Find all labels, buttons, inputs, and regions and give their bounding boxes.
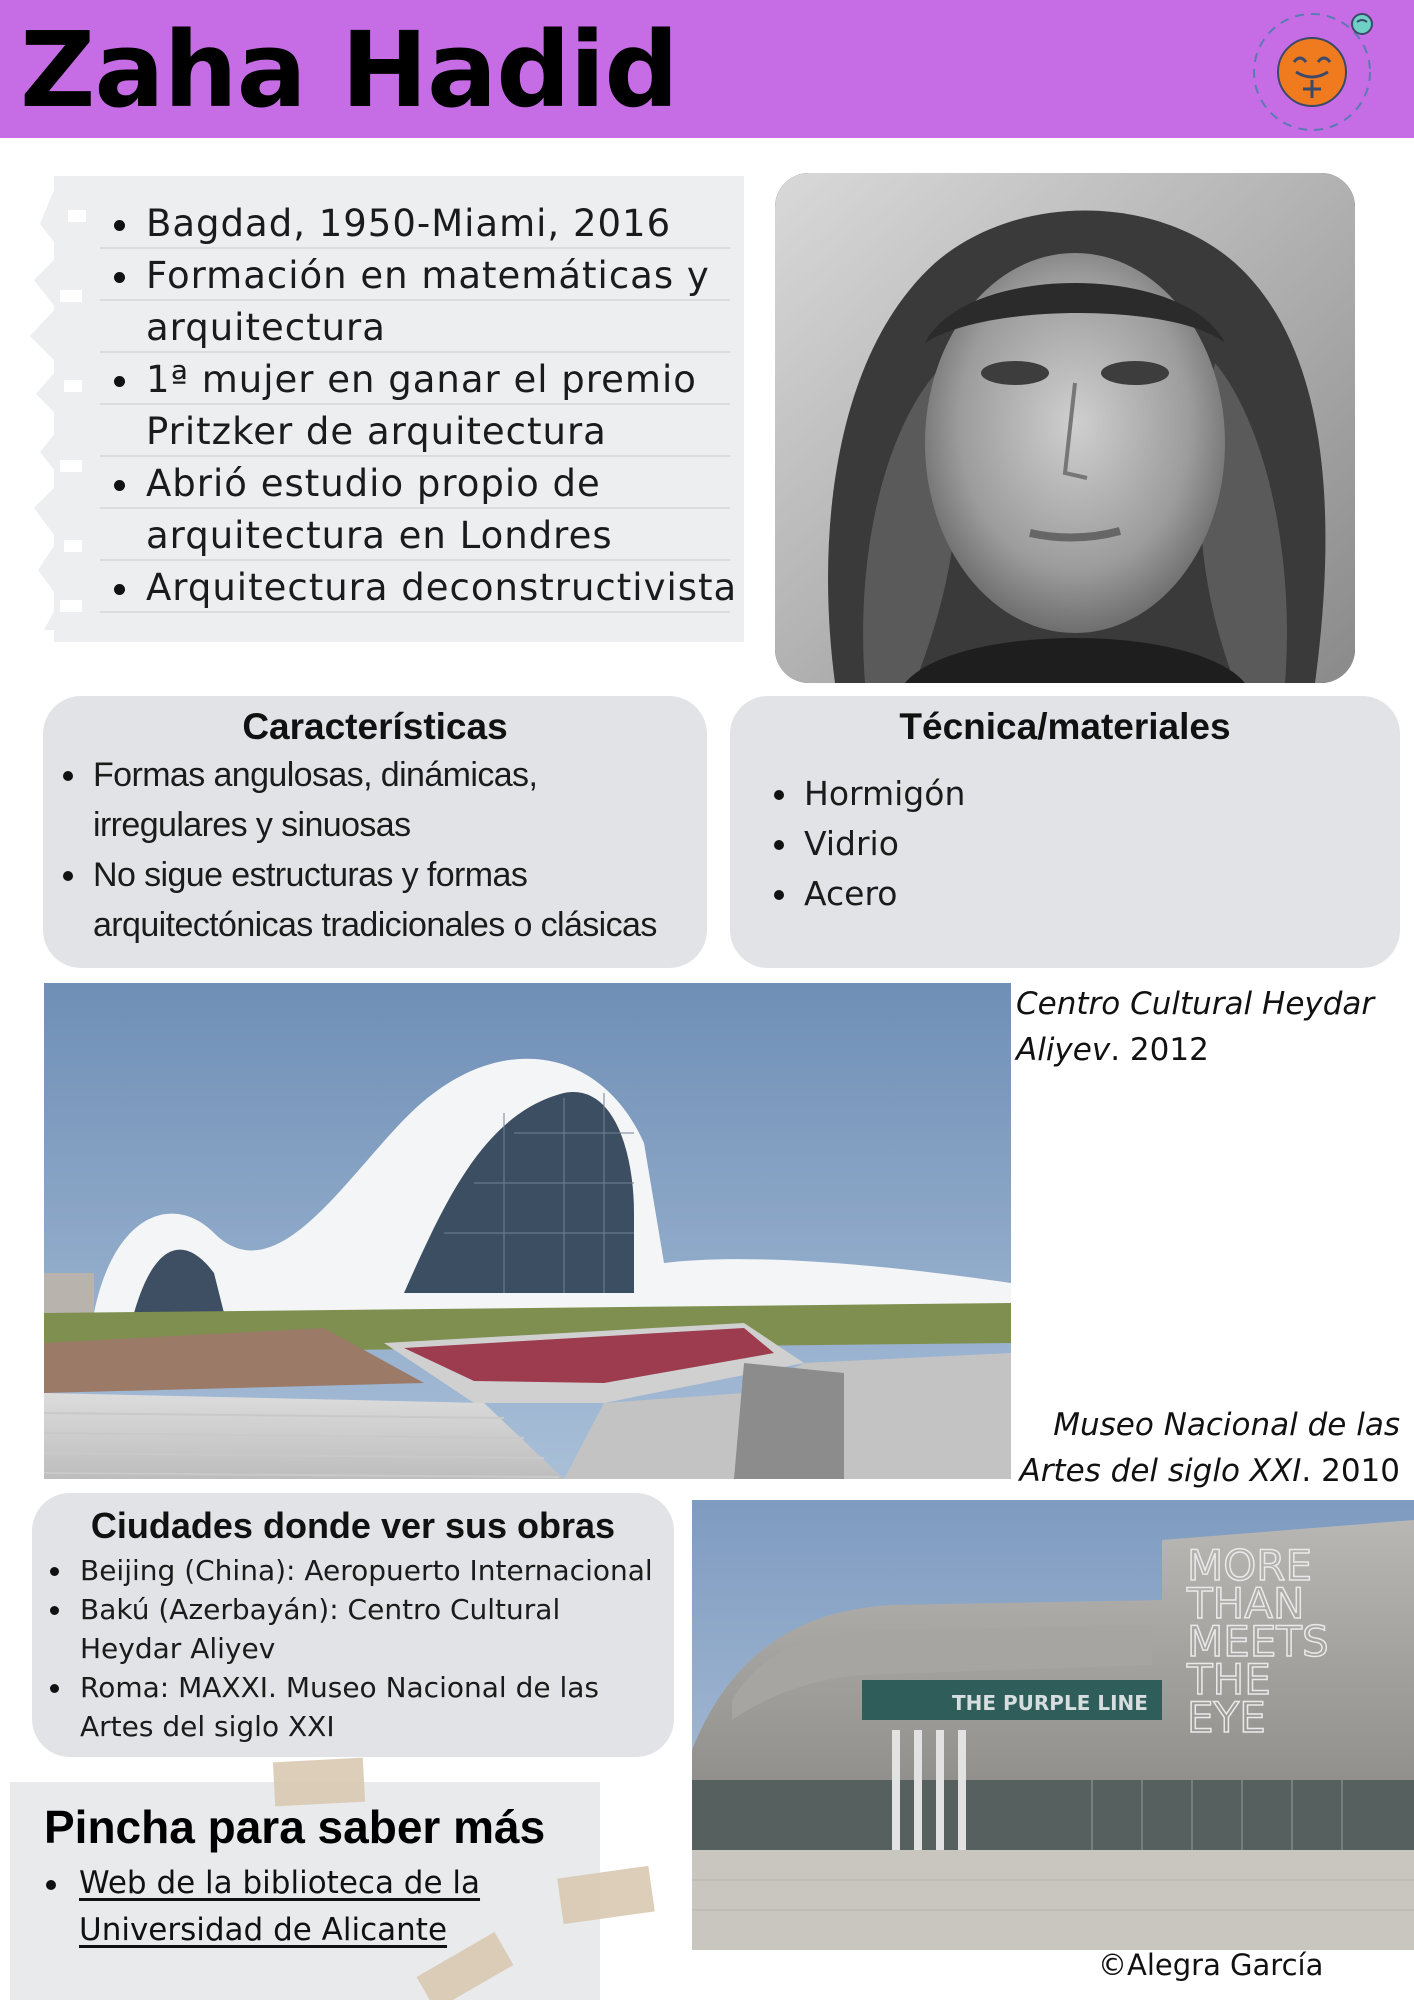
- list-item: 1ª mujer en ganar el premio Pritzker de arquitectura: [146, 354, 746, 458]
- mas-info-title: Pincha para saber más: [44, 1801, 546, 1853]
- orange-face-logo-icon: [1246, 2, 1382, 138]
- caracteristicas-title: Características: [242, 706, 508, 747]
- work-year: . 2012: [1110, 1032, 1209, 1068]
- torn-paper-edge: [20, 190, 90, 630]
- list-item: Acero: [804, 869, 1364, 919]
- bio-list: [146, 198, 746, 614]
- heydar-aliyev-caption: [1016, 981, 1406, 1073]
- maxxi-sign-text: THE: [1187, 1655, 1271, 1704]
- list-item: Abrió estudio propio de arquitectura en Londres: [146, 458, 746, 562]
- list-item: Beijing (China): Aeropuerto Internacional: [80, 1551, 660, 1590]
- caracteristicas-card: [43, 696, 707, 968]
- maxxi-sign-text: EYE: [1187, 1693, 1266, 1742]
- maxxi-sign-text: MEETS: [1187, 1617, 1329, 1666]
- page-title: Zaha Hadid: [20, 9, 678, 131]
- list-item: Hormigón: [804, 769, 1364, 819]
- list-item: Vidrio: [804, 819, 1364, 869]
- list-item: Bagdad, 1950-Miami, 2016: [146, 198, 746, 250]
- list-item: Arquitectura deconstructivista: [146, 562, 746, 614]
- list-item: Roma: MAXXI. Museo Nacional de las Artes del siglo XXI: [80, 1668, 660, 1746]
- credit-text: ©Alegra García: [1098, 1948, 1324, 1982]
- tecnica-card: [730, 696, 1400, 968]
- tecnica-list: [804, 769, 1364, 919]
- maxxi-caption: [1000, 1402, 1400, 1494]
- maxxi-sign-text: THAN: [1187, 1579, 1305, 1628]
- tecnica-title: Técnica/materiales: [899, 706, 1231, 747]
- portrait-photo: [775, 173, 1355, 683]
- work-name: Centro Cultural Heydar Aliyev: [1016, 986, 1375, 1068]
- work-name: Museo Nacional de las Artes del siglo XXI: [1019, 1407, 1400, 1489]
- mas-info-list: [79, 1860, 539, 1954]
- header-bar: [0, 0, 1414, 138]
- work-year: . 2010: [1301, 1453, 1400, 1489]
- list-item: Formas angulosas, dinámicas, irregulares y sinuosas: [93, 750, 693, 850]
- list-item: Bakú (Azerbayán): Centro Cultural Heydar Aliyev: [80, 1590, 660, 1668]
- heydar-aliyev-photo: [44, 983, 1011, 1479]
- maxxi-banner-text: THE PURPLE LINE: [952, 1691, 1148, 1715]
- biblioteca-link[interactable]: Web de la biblioteca de la Universidad de Alicante: [79, 1865, 481, 1948]
- ciudades-card: [32, 1493, 674, 1757]
- maxxi-photo: [692, 1500, 1414, 1950]
- ciudades-title: Ciudades donde ver sus obras: [90, 1505, 616, 1546]
- ciudades-list: [80, 1551, 660, 1746]
- maxxi-sign-text: MORE: [1187, 1541, 1313, 1590]
- list-item: [79, 1860, 539, 1954]
- list-item: Formación en matemáticas y arquitectura: [146, 250, 746, 354]
- caracteristicas-list: [93, 750, 693, 950]
- list-item: No sigue estructuras y formas arquitectónicas tradicionales o clásicas: [93, 850, 693, 950]
